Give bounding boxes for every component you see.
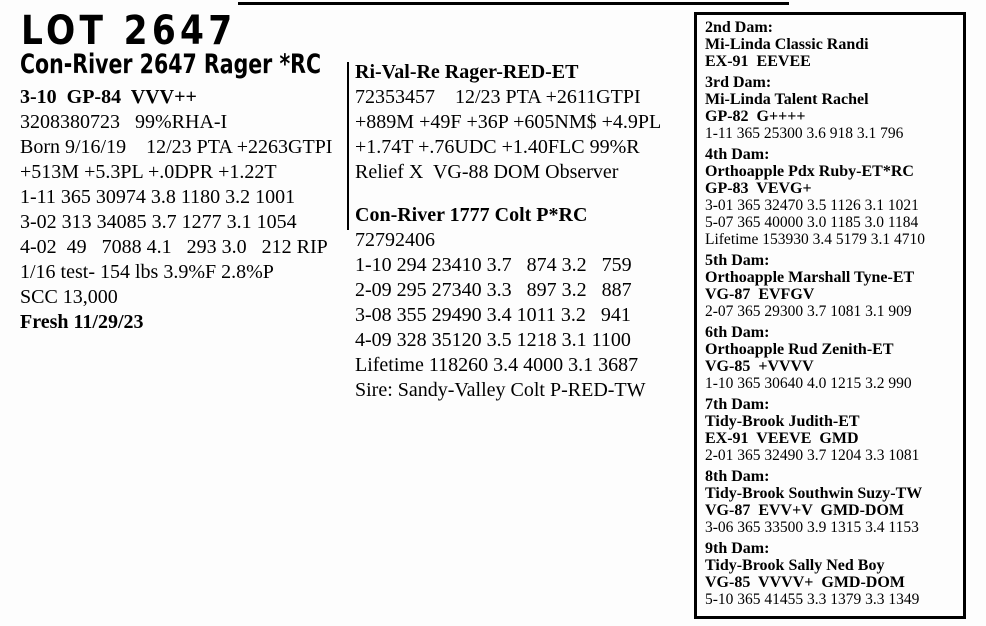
dam-group-3rd — [705, 74, 955, 142]
dam-record-line: Lifetime 153930 3.4 5179 3.1 4710 — [705, 231, 925, 248]
dam-score-line: EX-91 EEVEE — [705, 53, 811, 70]
dam-score-line: VG-87 EVV+V GMD-DOM — [705, 502, 905, 519]
sire-block — [355, 60, 665, 185]
dam-block — [355, 203, 665, 403]
pedigree-bracket-line — [347, 62, 349, 230]
dam-record-line: 1-11 365 25300 3.6 918 3.1 796 — [705, 125, 904, 142]
dam-name: Orthoapple Marshall Tyne-ET — [705, 269, 915, 286]
lot-number: LOT 2647 — [21, 8, 237, 54]
dam-ordinal-label: 5th Dam: — [705, 252, 770, 269]
dam-name: Con-River 1777 Colt P*RC — [355, 204, 588, 226]
dam-group-2nd — [705, 19, 955, 70]
sire-detail-line: Relief X VG-88 DOM Observer — [355, 161, 619, 183]
dam-name: Tidy-Brook Sally Ned Boy — [705, 557, 885, 574]
sire-detail-line: +889M +49F +36P +605NM$ +4.9PL — [355, 111, 662, 133]
dam-record-line: 3-01 365 32470 3.5 1126 3.1 1021 — [705, 197, 919, 214]
animal-scc-line: SCC 13,000 — [20, 286, 118, 308]
dam-sire-line: Sire: Sandy-Valley Colt P-RED-TW — [355, 379, 646, 401]
dam-name: Mi-Linda Talent Rachel — [705, 91, 869, 108]
dam-record-line: 1-10 365 30640 4.0 1215 3.2 990 — [705, 375, 912, 392]
dam-record-line: 2-01 365 32490 3.7 1204 3.3 1081 — [705, 447, 920, 464]
animal-born-line: Born 9/16/19 12/23 PTA +2263GTPI — [20, 136, 333, 158]
dam-record-line: 2-09 295 27340 3.3 897 3.2 887 — [355, 279, 632, 301]
dam-group-8th — [705, 468, 955, 536]
animal-score-line: 3-10 GP-84 VVV++ — [20, 86, 197, 108]
dam-group-4th — [705, 146, 955, 248]
dam-record-line: 1-10 294 23410 3.7 874 3.2 759 — [355, 254, 632, 276]
dam-ordinal-label: 9th Dam: — [705, 540, 770, 557]
dam-score-line: EX-91 VEEVE GMD — [705, 430, 859, 447]
dam-group-9th — [705, 540, 955, 608]
top-divider-rule — [238, 2, 789, 5]
dam-lifetime-line: Lifetime 118260 3.4 4000 3.1 3687 — [355, 354, 639, 376]
animal-name: Con-River 2647 Rager *RC — [20, 49, 322, 80]
dam-name: Mi-Linda Classic Randi — [705, 36, 869, 53]
dam-record-line: 5-07 365 40000 3.0 1185 3.0 1184 — [705, 214, 919, 231]
sire-detail-line: 72353457 12/23 PTA +2611GTPI — [355, 86, 641, 108]
dam-group-5th — [705, 252, 955, 320]
dam-group-6th — [705, 324, 955, 392]
dam-ordinal-label: 6th Dam: — [705, 324, 770, 341]
animal-record-line: 4-02 49 7088 4.1 293 3.0 212 RIP — [20, 236, 328, 258]
animal-id-line: 3208380723 99%RHA-I — [20, 111, 228, 133]
dam-group-7th — [705, 396, 955, 464]
dam-name: Orthoapple Rud Zenith-ET — [705, 341, 894, 358]
dam-score-line: VG-87 EVFGV — [705, 286, 815, 303]
dam-record-line: 3-08 355 29490 3.4 1011 3.2 941 — [355, 304, 631, 326]
dam-ordinal-label: 7th Dam: — [705, 396, 770, 413]
dam-name: Orthoapple Pdx Ruby-ET*RC — [705, 163, 914, 180]
dam-name: Tidy-Brook Southwin Suzy-TW — [705, 485, 923, 502]
dam-record-line: 5-10 365 41455 3.3 1379 3.3 1349 — [705, 591, 920, 608]
animal-details-column — [20, 85, 354, 335]
dam-score-line: GP-83 VEVG+ — [705, 180, 812, 197]
animal-pta-line: +513M +5.3PL +.0DPR +1.22T — [20, 161, 277, 183]
animal-test-line: 1/16 test- 154 lbs 3.9%F 2.8%P — [20, 261, 274, 283]
dam-score-line: VG-85 VVVV+ GMD-DOM — [705, 574, 905, 591]
animal-fresh-line: Fresh 11/29/23 — [20, 311, 144, 333]
animal-record-line: 3-02 313 34085 3.7 1277 3.1 1054 — [20, 211, 297, 233]
dam-record-line: 3-06 365 33500 3.9 1315 3.4 1153 — [705, 519, 919, 536]
dam-ordinal-label: 3rd Dam: — [705, 74, 772, 91]
dam-score-line: VG-85 +VVVV — [705, 358, 814, 375]
sire-detail-line: +1.74T +.76UDC +1.40FLC 99%R — [355, 136, 640, 158]
sire-name: Ri-Val-Re Rager-RED-ET — [355, 61, 579, 83]
maternal-line-box — [694, 12, 966, 619]
dam-id-line: 72792406 — [355, 229, 435, 251]
dam-ordinal-label: 4th Dam: — [705, 146, 770, 163]
dam-name: Tidy-Brook Judith-ET — [705, 413, 860, 430]
dam-ordinal-label: 2nd Dam: — [705, 19, 774, 36]
dam-record-line: 2-07 365 29300 3.7 1081 3.1 909 — [705, 303, 912, 320]
animal-record-line: 1-11 365 30974 3.8 1180 3.2 1001 — [20, 186, 296, 208]
dam-record-line: 4-09 328 35120 3.5 1218 3.1 1100 — [355, 329, 631, 351]
dam-ordinal-label: 8th Dam: — [705, 468, 770, 485]
dam-score-line: GP-82 G++++ — [705, 108, 806, 125]
